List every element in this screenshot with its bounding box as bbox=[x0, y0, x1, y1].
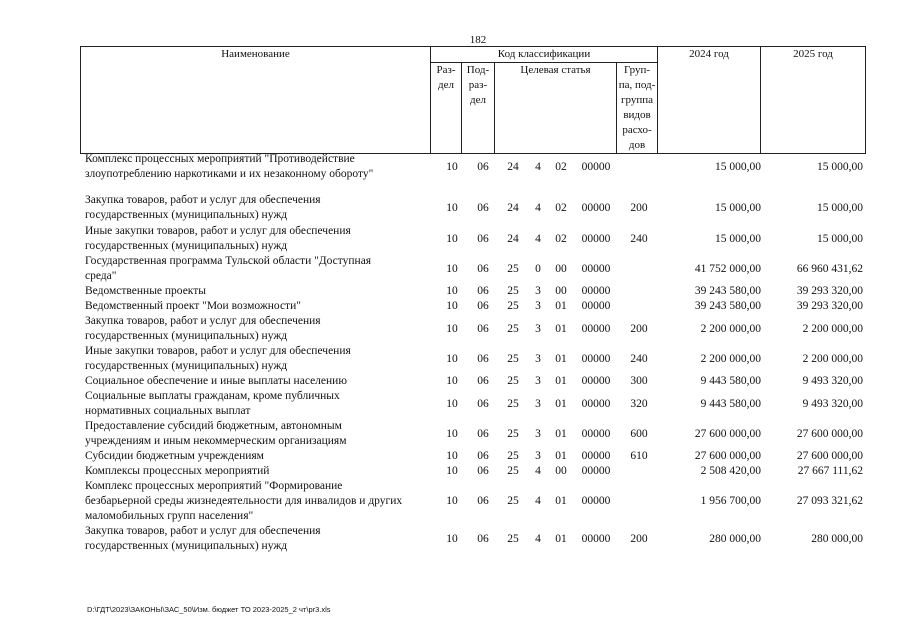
amount-2025: 15 000,00 bbox=[817, 232, 863, 245]
expense-group-code: 610 bbox=[630, 450, 648, 462]
row-name: Закупка товаров, работ и услуг для обеспечения государственных (муниципальных) нужд bbox=[85, 194, 321, 221]
target-measure-code: 01 bbox=[555, 532, 567, 545]
target-direction-code: 00000 bbox=[581, 495, 611, 507]
podrazdel-code: 06 bbox=[477, 465, 489, 477]
target-direction-code: 00000 bbox=[581, 427, 611, 440]
row-name: Социальные выплаты гражданам, кроме публичных нормативных социальных выплат bbox=[85, 390, 340, 417]
target-measure-code: 02 bbox=[555, 232, 567, 245]
target-measure-code: 01 bbox=[555, 375, 567, 387]
target-subprogram-code: 4 bbox=[535, 201, 541, 214]
row-name: Социальное обеспечение и иные выплаты населению bbox=[85, 375, 347, 387]
row-name: Комплекс процессных мероприятий "Формирование безбарьерной среды жизнедеятельности для инвалидов и других маломобильных групп населения" bbox=[85, 480, 403, 522]
target-direction-code: 00000 bbox=[581, 160, 611, 173]
razdel-code: 10 bbox=[446, 465, 458, 477]
header-2025: 2025 год bbox=[761, 47, 866, 154]
expense-group-code: 200 bbox=[630, 532, 648, 545]
amount-2024: 9 443 580,00 bbox=[700, 397, 761, 410]
razdel-code: 10 bbox=[446, 300, 458, 312]
target-program-code: 25 bbox=[507, 397, 519, 410]
razdel-code: 10 bbox=[446, 232, 458, 245]
target-program-code: 24 bbox=[507, 160, 519, 173]
razdel-code: 10 bbox=[446, 495, 458, 507]
target-measure-code: 01 bbox=[555, 300, 567, 312]
row-name: Комплекс процессных мероприятий "Противодействие злоупотреблению наркотиками и их незаконному обороту" bbox=[85, 153, 374, 180]
target-subprogram-code: 0 bbox=[535, 262, 541, 275]
table-row bbox=[80, 314, 868, 344]
target-subprogram-code: 3 bbox=[535, 285, 541, 297]
expense-group-code: 300 bbox=[630, 375, 648, 387]
target-measure-code: 02 bbox=[555, 160, 567, 173]
table-row bbox=[80, 254, 868, 284]
podrazdel-code: 06 bbox=[477, 232, 489, 245]
file-path-footer: D:\ГДТ\2023\ЗАКОНЫ\ЗАС_50\Изм. бюджет ТО 2023-2025_2 чт\pr3.xls bbox=[87, 605, 331, 614]
row-name: Субсидии бюджетным учреждениям bbox=[85, 450, 264, 462]
target-program-code: 25 bbox=[507, 495, 519, 507]
row-name: Ведомственные проекты bbox=[85, 285, 206, 297]
target-program-code: 24 bbox=[507, 232, 519, 245]
target-measure-code: 01 bbox=[555, 322, 567, 335]
table-row bbox=[80, 344, 868, 374]
row-name: Комплексы процессных мероприятий bbox=[85, 465, 270, 477]
expense-group-code: 200 bbox=[630, 201, 648, 214]
target-measure-code: 02 bbox=[555, 201, 567, 214]
target-direction-code: 00000 bbox=[581, 201, 611, 214]
podrazdel-code: 06 bbox=[477, 285, 489, 297]
amount-2024: 2 508 420,00 bbox=[700, 465, 761, 477]
target-subprogram-code: 4 bbox=[535, 160, 541, 173]
table-row bbox=[80, 524, 868, 554]
amount-2025: 2 200 000,00 bbox=[802, 322, 863, 335]
target-direction-code: 00000 bbox=[581, 300, 611, 312]
amount-2025: 27 093 321,62 bbox=[796, 495, 863, 507]
page-number: 182 bbox=[469, 34, 487, 46]
table-row bbox=[80, 224, 868, 254]
amount-2025: 9 493 320,00 bbox=[802, 375, 863, 387]
amount-2024: 9 443 580,00 bbox=[700, 375, 761, 387]
target-subprogram-code: 3 bbox=[535, 427, 541, 440]
row-name: Закупка товаров, работ и услуг для обеспечения государственных (муниципальных) нужд bbox=[85, 525, 321, 552]
podrazdel-code: 06 bbox=[477, 201, 489, 214]
header-group: Груп- па, под- группа видов расхо- дов bbox=[617, 63, 658, 154]
target-subprogram-code: 3 bbox=[535, 375, 541, 387]
razdel-code: 10 bbox=[446, 352, 458, 365]
target-subprogram-code: 3 bbox=[535, 450, 541, 462]
podrazdel-code: 06 bbox=[477, 450, 489, 462]
razdel-code: 10 bbox=[446, 532, 458, 545]
amount-2024: 27 600 000,00 bbox=[694, 450, 761, 462]
target-measure-code: 01 bbox=[555, 450, 567, 462]
header-target: Целевая статья bbox=[495, 63, 617, 154]
table-row bbox=[80, 389, 868, 419]
target-measure-code: 01 bbox=[555, 495, 567, 507]
table-row bbox=[80, 284, 868, 299]
podrazdel-code: 06 bbox=[477, 300, 489, 312]
podrazdel-code: 06 bbox=[477, 262, 489, 275]
expense-group-code: 320 bbox=[630, 397, 648, 410]
expense-group-code: 600 bbox=[630, 427, 648, 440]
target-measure-code: 01 bbox=[555, 397, 567, 410]
target-direction-code: 00000 bbox=[581, 262, 611, 275]
target-program-code: 24 bbox=[507, 201, 519, 214]
target-direction-code: 00000 bbox=[581, 285, 611, 297]
podrazdel-code: 06 bbox=[477, 495, 489, 507]
row-name: Ведомственный проект "Мои возможности" bbox=[85, 300, 301, 312]
podrazdel-code: 06 bbox=[477, 322, 489, 335]
target-direction-code: 00000 bbox=[581, 465, 611, 477]
target-program-code: 25 bbox=[507, 532, 519, 545]
amount-2025: 39 293 320,00 bbox=[796, 285, 863, 297]
target-direction-code: 00000 bbox=[581, 397, 611, 410]
expense-group-code: 200 bbox=[630, 322, 648, 335]
amount-2024: 280 000,00 bbox=[709, 532, 761, 545]
table-body bbox=[80, 152, 868, 554]
podrazdel-code: 06 bbox=[477, 427, 489, 440]
amount-2024: 39 243 580,00 bbox=[694, 285, 761, 297]
row-name: Государственная программа Тульской области "Доступная среда" bbox=[85, 255, 372, 282]
razdel-code: 10 bbox=[446, 322, 458, 335]
amount-2024: 39 243 580,00 bbox=[694, 300, 761, 312]
table-row bbox=[80, 449, 868, 464]
target-program-code: 25 bbox=[507, 322, 519, 335]
amount-2025: 9 493 320,00 bbox=[802, 397, 863, 410]
razdel-code: 10 bbox=[446, 160, 458, 173]
target-direction-code: 00000 bbox=[581, 322, 611, 335]
amount-2024: 15 000,00 bbox=[715, 201, 761, 214]
amount-2025: 15 000,00 bbox=[817, 160, 863, 173]
amount-2025: 66 960 431,62 bbox=[796, 262, 863, 275]
razdel-code: 10 bbox=[446, 427, 458, 440]
target-subprogram-code: 3 bbox=[535, 300, 541, 312]
amount-2024: 1 956 700,00 bbox=[700, 495, 761, 507]
amount-2025: 280 000,00 bbox=[811, 532, 863, 545]
header-podrazdel: Под- раз- дел bbox=[462, 63, 495, 154]
amount-2024: 2 200 000,00 bbox=[700, 322, 761, 335]
podrazdel-code: 06 bbox=[477, 375, 489, 387]
table-row bbox=[80, 419, 868, 449]
razdel-code: 10 bbox=[446, 201, 458, 214]
amount-2024: 2 200 000,00 bbox=[700, 352, 761, 365]
target-direction-code: 00000 bbox=[581, 375, 611, 387]
expense-group-code: 240 bbox=[630, 352, 648, 365]
target-subprogram-code: 3 bbox=[535, 322, 541, 335]
target-subprogram-code: 4 bbox=[535, 232, 541, 245]
target-program-code: 25 bbox=[507, 427, 519, 440]
table-row bbox=[80, 479, 868, 524]
podrazdel-code: 06 bbox=[477, 352, 489, 365]
amount-2025: 27 667 111,62 bbox=[797, 465, 863, 477]
target-program-code: 25 bbox=[507, 375, 519, 387]
razdel-code: 10 bbox=[446, 262, 458, 275]
expense-group-code: 240 bbox=[630, 232, 648, 245]
target-subprogram-code: 3 bbox=[535, 352, 541, 365]
table-row bbox=[80, 193, 868, 223]
target-subprogram-code: 4 bbox=[535, 532, 541, 545]
podrazdel-code: 06 bbox=[477, 397, 489, 410]
amount-2025: 39 293 320,00 bbox=[796, 300, 863, 312]
target-program-code: 25 bbox=[507, 285, 519, 297]
amount-2025: 15 000,00 bbox=[817, 201, 863, 214]
razdel-code: 10 bbox=[446, 397, 458, 410]
target-direction-code: 00000 bbox=[581, 232, 611, 245]
amount-2024: 41 752 000,00 bbox=[694, 262, 761, 275]
header-name: Наименование bbox=[81, 47, 431, 154]
amount-2025: 27 600 000,00 bbox=[796, 450, 863, 462]
header-2024: 2024 год bbox=[658, 47, 761, 154]
target-program-code: 25 bbox=[507, 300, 519, 312]
amount-2024: 27 600 000,00 bbox=[694, 427, 761, 440]
target-subprogram-code: 4 bbox=[535, 495, 541, 507]
target-subprogram-code: 4 bbox=[535, 465, 541, 477]
amount-2025: 2 200 000,00 bbox=[802, 352, 863, 365]
target-direction-code: 00000 bbox=[581, 450, 611, 462]
razdel-code: 10 bbox=[446, 285, 458, 297]
target-program-code: 25 bbox=[507, 352, 519, 365]
target-subprogram-code: 3 bbox=[535, 397, 541, 410]
table-header bbox=[80, 46, 866, 154]
target-direction-code: 00000 bbox=[581, 532, 611, 545]
amount-2024: 15 000,00 bbox=[715, 232, 761, 245]
target-program-code: 25 bbox=[507, 450, 519, 462]
row-name: Иные закупки товаров, работ и услуг для обеспечения государственных (муниципальных) нужд bbox=[85, 345, 351, 372]
target-measure-code: 00 bbox=[555, 285, 567, 297]
target-measure-code: 01 bbox=[555, 352, 567, 365]
table-row bbox=[80, 152, 868, 182]
target-measure-code: 01 bbox=[555, 427, 567, 440]
header-razdel: Раз- дел bbox=[431, 63, 462, 154]
table-row bbox=[80, 374, 868, 389]
header-code-group: Код классификации bbox=[431, 47, 658, 63]
podrazdel-code: 06 bbox=[477, 532, 489, 545]
razdel-code: 10 bbox=[446, 450, 458, 462]
table-row bbox=[80, 464, 868, 479]
target-measure-code: 00 bbox=[555, 262, 567, 275]
row-name: Иные закупки товаров, работ и услуг для обеспечения государственных (муниципальных) нужд bbox=[85, 225, 351, 252]
target-program-code: 25 bbox=[507, 262, 519, 275]
target-program-code: 25 bbox=[507, 465, 519, 477]
podrazdel-code: 06 bbox=[477, 160, 489, 173]
row-name: Закупка товаров, работ и услуг для обеспечения государственных (муниципальных) нужд bbox=[85, 315, 321, 342]
target-measure-code: 00 bbox=[555, 465, 567, 477]
razdel-code: 10 bbox=[446, 375, 458, 387]
amount-2024: 15 000,00 bbox=[715, 160, 761, 173]
target-direction-code: 00000 bbox=[581, 352, 611, 365]
row-name: Предоставление субсидий бюджетным, автономным учреждениям и иным некоммерческим организациям bbox=[85, 420, 347, 447]
amount-2025: 27 600 000,00 bbox=[796, 427, 863, 440]
table-row bbox=[80, 299, 868, 314]
